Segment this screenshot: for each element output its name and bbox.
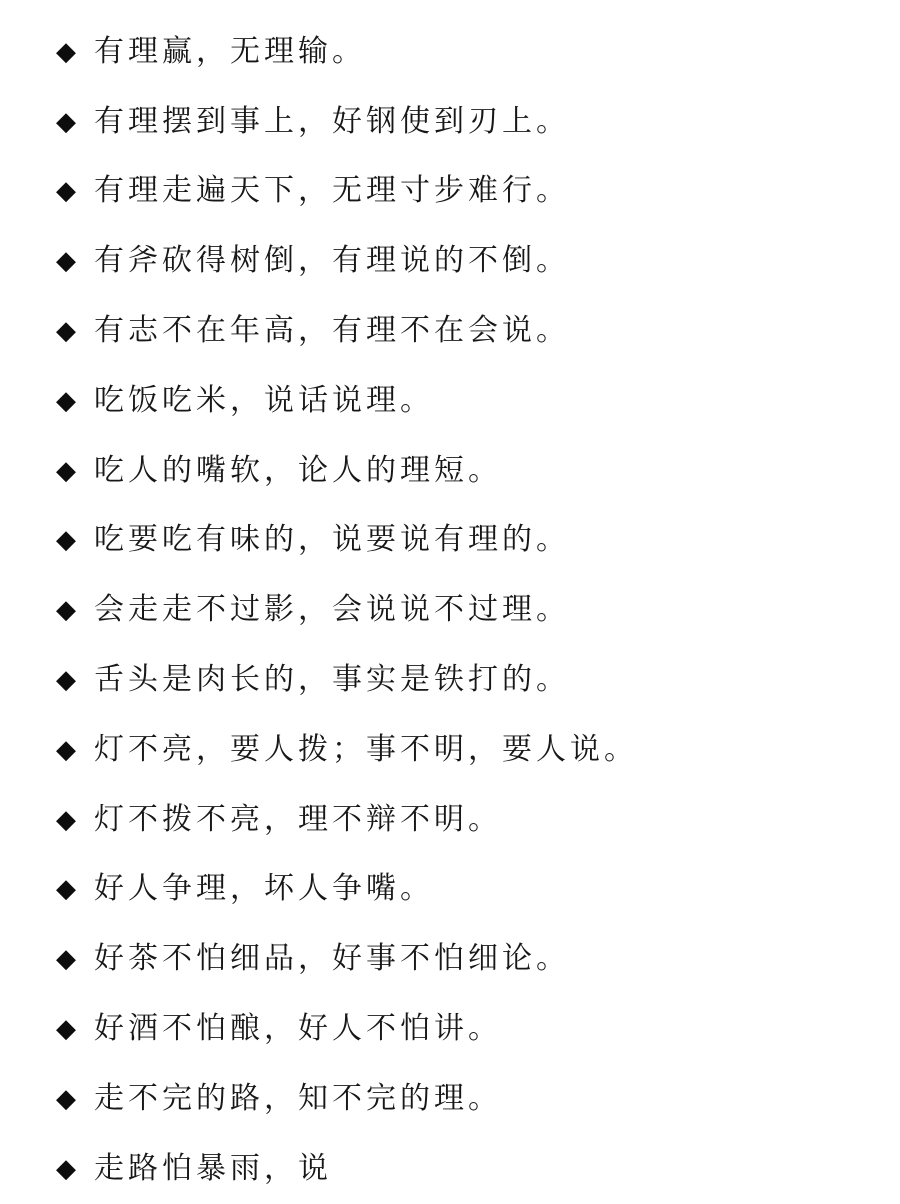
list-item [56,226,876,296]
diamond-bullet-icon: ◆ [56,1083,76,1114]
list-item [56,157,876,227]
proverb-text: 会走走不过影，会说说不过理。 [94,592,570,628]
proverb-text: 有理走遍天下，无理寸步难行。 [94,173,570,209]
diamond-bullet-icon: ◆ [56,246,76,277]
proverb-text: 走路怕暴雨，说 [94,1150,332,1186]
list-item [56,924,876,994]
list-item [56,87,876,157]
list-item [56,785,876,855]
list-item [56,575,876,645]
diamond-bullet-icon: ◆ [56,944,76,975]
diamond-bullet-icon: ◆ [56,595,76,626]
proverb-list [56,17,876,1204]
list-item [56,366,876,436]
diamond-bullet-icon: ◆ [56,176,76,207]
list-item [56,17,876,87]
proverb-text: 有理摆到事上，好钢使到刃上。 [94,103,570,139]
diamond-bullet-icon: ◆ [56,734,76,765]
proverb-text: 有理赢，无理输。 [94,33,366,69]
proverb-text: 有志不在年高，有理不在会说。 [94,313,570,349]
diamond-bullet-icon: ◆ [56,455,76,486]
diamond-bullet-icon: ◆ [56,106,76,137]
diamond-bullet-icon: ◆ [56,1014,76,1045]
proverb-text: 好人争理，坏人争嘴。 [94,871,434,907]
diamond-bullet-icon: ◆ [56,1153,76,1184]
list-item [56,994,876,1064]
proverb-text: 走不完的路，知不完的理。 [94,1080,502,1116]
list-item [56,1064,876,1134]
list-item [56,715,876,785]
proverb-text: 灯不亮，要人拨；事不明，要人说。 [94,731,638,767]
list-item [56,436,876,506]
list-item [56,296,876,366]
diamond-bullet-icon: ◆ [56,316,76,347]
list-item [56,645,876,715]
proverb-text: 好酒不怕酿，好人不怕讲。 [94,1011,502,1047]
list-item [56,506,876,576]
proverb-text: 舌头是肉长的，事实是铁打的。 [94,662,570,698]
proverb-text: 吃饭吃米，说话说理。 [94,382,434,418]
diamond-bullet-icon: ◆ [56,804,76,835]
proverb-text: 好茶不怕细品，好事不怕细论。 [94,941,570,977]
blurred-text-overlay [350,1156,680,1200]
proverb-text: 吃人的嘴软，论人的理短。 [94,452,502,488]
diamond-bullet-icon: ◆ [56,36,76,67]
diamond-bullet-icon: ◆ [56,525,76,556]
diamond-bullet-icon: ◆ [56,874,76,905]
diamond-bullet-icon: ◆ [56,665,76,696]
proverb-text: 吃要吃有味的，说要说有理的。 [94,522,570,558]
proverb-text: 有斧砍得树倒，有理说的不倒。 [94,243,570,279]
proverb-text: 灯不拨不亮，理不辩不明。 [94,801,502,837]
list-item [56,855,876,925]
diamond-bullet-icon: ◆ [56,385,76,416]
